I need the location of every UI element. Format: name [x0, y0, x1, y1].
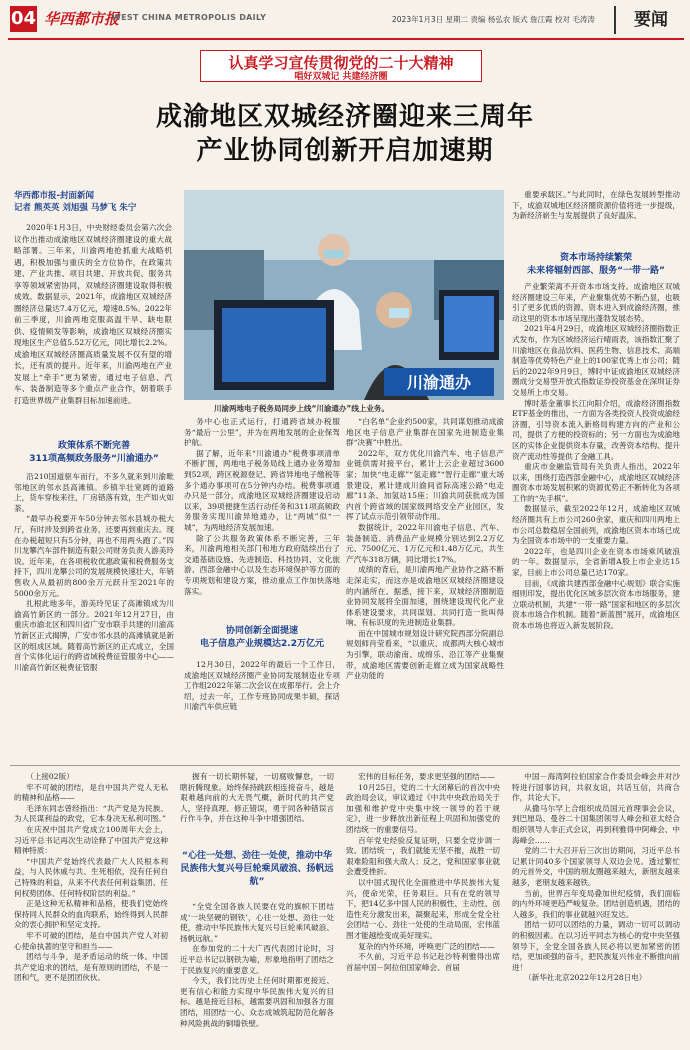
- paragraph: 沿210国道驱车而行，不多久就来到川渝毗邻地区的邻水县高滩镇。乡镇半壮宽阔的道路上，货车穿梭来往，厂房错落有致，生产如火如荼。: [14, 472, 174, 513]
- news-photo: [184, 190, 504, 400]
- bottom-column-1: [14, 772, 168, 1040]
- paragraph: 除了公共服务政策体系不断完善，三年来，川渝两地相关部门和地方政府陆续出台了交通基础设施、先进制造、科技协同、文化旅游、西部金融中心以及生态环境保护等方面的专项规划和建设方案，推动重点工作加快落地落实。: [184, 533, 340, 596]
- paragraph: 正是这种无私精神和品格，使我们党始终保持同人民群众的血肉联系，始终得到人民群众的衷心拥护和坚定支持。: [14, 899, 168, 930]
- paragraph: 复杂的内外环境，呼唤更广泛的团结——: [358, 941, 495, 951]
- bottom-column-2-body: [180, 902, 334, 1040]
- subheading-capital-market: 资本市场持续繁荣 未来将辐射西部、服务“一带一路”: [527, 253, 665, 276]
- page-header: [0, 0, 690, 40]
- paragraph: 中国－海湾阿拉伯国家合作委员会峰会并对沙特进行国事访问，共叙友谊，共话互信，共商合作，共论大下。: [512, 772, 680, 803]
- bottom-column-3: [346, 772, 500, 1040]
- paragraph: 2022年，也是四川企业在资本市场乘风破浪的一年。数据显示，全省新增A股上市企业达15家，目前上市公司总量已达170家。: [512, 546, 680, 578]
- paragraph: “中国共产党始终代表最广大人民根本利益，与人民休戚与共、生死相依，没有任何自己特殊的利益，从来不代表任何利益集团、任何权势团体、任何特权阶层的利益。”: [14, 856, 168, 898]
- paragraph: 扎根此地多年，游美玲见证了高滩镇成为川渝高竹新区的一部分。2021年12月27日，由重庆市渝北区和四川省广安市联手共建的川渝高竹新区正式揭牌，广安市邻水县的高滩镇就是新区的组成区域。随着高竹新区的正式成立，全国首个实体化运行的跨省域税费征管服务中心——川渝高竹新区税费征管服: [14, 599, 174, 672]
- paragraph: 2021年4月29日，成渝地区双城经济圈指数正式发布，作为区域经济运行晴雨表，该指数汇聚了川渝地区在食品饮料、医药生物、信息技术、高端制造等优势特色产业上的100家优秀上市公司；随后的2022年9月9日，博时中证成渝地区双城经济圈成分交易型开放式指数证券投资基金在深圳证券交易所上市交易。: [512, 324, 680, 397]
- paragraph: 不久前，习近平总书记赴沙特利雅得出席首届中国－阿拉伯国家峰会、首届: [346, 952, 500, 972]
- bottom-column-2-top: [180, 772, 334, 848]
- paragraph: 重庆市金融监管局有关负责人指出，2022年以来，围绕打造西部金融中心，成渝地区双城经济圈资本市场发展积累的资源优势正不断转化为各项工作的“先手棋”。: [512, 462, 680, 503]
- photo-sign-text: 川渝通办: [406, 373, 472, 392]
- newspaper-english-name: WEST CHINA METROPOLIS DAILY: [112, 13, 267, 22]
- paragraph: 团结与斗争，是矛盾运动的统一体。中国共产党追求的团结，是有原则的团结，不是一团和气，更不是团团伙伙。: [14, 952, 168, 983]
- section-tag: 要闻: [614, 6, 686, 34]
- article-column-4: [512, 282, 680, 757]
- paragraph: 牢不可破的团结，是自中国共产党人无私的精神和品格——: [14, 782, 168, 803]
- newspaper-logo: 华西都市报: [44, 10, 120, 28]
- banner-subtitle: 唱好双城记 共建经济圈: [294, 72, 388, 82]
- lead-text: 2020年1月3日，中央财经委员会第六次会议作出推动成渝地区双城经济圈建设的重大战略部署。三年来，川渝两地抢抓重大战略机遇，积极加强与重庆的全方位协作，在政策共建、产业共推、项目共建、开放共促、服务共享等领域紧密协同，双城经济圈建设取得积极成效。数据显示，2021年，成渝地区双城经济圈经济总量达7.4万亿元，增速8.5%。2022年前三季度，川渝两地克服高温干旱、缺电限供、疫情频发等影响，成渝地区双城经济圈实现地区生产总值5.52万亿元，同比增长2.2%。成渝地区双城经济圈高质量发展不仅有望的增长，还有质的提升。近年来，川渝两地在产业发展上“牵手”更为紧密，通过电子信息、汽车、装备制造等多个重点产业合作，朝着联手打造世界级产业集群目标加速前进。: [14, 223, 172, 405]
- theme-banner: [200, 50, 482, 82]
- headline-line-1: 成渝地区双城经济圈迎来三周年: [155, 102, 534, 132]
- headline-line-2: 产业协同创新开启加速期: [196, 136, 494, 166]
- paragraph: 握有一切长期怀疑，一切腐败懈怠，一切瞎折腾现象。始终保持跳跃相连接奋斗，越是艰难越向前的大无畏气概，新时代的共产党人，坚持真理、修正错误，勇于同各种错误言行作斗争，并在这种斗争中增强团结。: [180, 772, 334, 824]
- paragraph: 目前，《成渝共建西部金融中心规划》联合实施细则印发，提出优化区域多层次资本市场服务，建立联动机制，共建“一带一路”国家和地区的多层次资本市场合作机制。随着“新蓝图”展开，成渝地区资本市场也将迈入新发展阶段。: [512, 578, 680, 630]
- paragraph: 在庆祝中国共产党成立100周年大会上，习近平总书记再次生动诠释了中国共产党这种精神特质：: [14, 824, 168, 856]
- paragraph: 宏伟的目标任务，要求更坚强的团结——: [358, 772, 495, 781]
- paragraph: 12月30日，2022年的最后一个工作日，成渝地区双城经济圈产业协同发展制造业专项工作组2022年第二次会议在成都举行。会上介绍，过去一年，工作专班协同成果丰硕，探话川渝汽车供应链: [184, 660, 340, 712]
- byline-reporters: 记者 熊英英 刘旭强 马梦飞 朱宁: [14, 203, 137, 213]
- paragraph: 以中国式现代化全面推进中华民族伟大复兴，使命光荣，任务艰巨。只有在党的领导下，把14亿多中国人民的积极性、主动性、创造性充分激发出来，凝聚起来，形成全党全社会团结一心、劲往一处使的生动局面，宏伟蓝图才能越绘变成美好现实。: [346, 877, 500, 940]
- paragraph: 据了解，近年来“川渝通办”税费事项清单不断扩围，两地电子税务局线上通办业务增加到52项，跨区税源登记、跨省异地电子缴税等多个通办事项可在5分钟内办结。税费事项通办只是一部分，成渝地区双城经济圈建设启动以来，39项便捷生活行动任务和311项高频政务服务实现川渝异地通办，让“两城”似“一城”，为两地经济发展加速。: [184, 448, 340, 532]
- subheading-innovation: 协同创新全面提速 电子信息产业规模达2.2万亿元: [200, 626, 324, 649]
- paragraph: 今天，我们比历史上任何时期都更接近、更有信心和能力实现中华民族伟大复兴的目标。越是接近目标，越需要巩固和加强各方面团结，用团结一心、众志成城筑起防范化解各种风险挑战的铜墙铁壁。: [180, 976, 334, 1028]
- paragraph: 党的二十大召开后三次出访期间，习近平总书记累计同40多个国家领导人双边会见。透过繁忙的元首外交，中国的朋友圈越来越大，新朋友越来越多，老朋友越来越铁。: [512, 846, 680, 887]
- paragraph: 成绩的背后，是川渝两地产业协作之路不断走深走实，而这亦是成渝地区双城经济圈建设的内涵所在。据悉，接下来，双城经济圈制造业协同发展将全面加速，围绕建设现代化产业体系建设要求，共同谋划、共同打造一批叫得响、有标识度的先进制造业集群。: [346, 565, 504, 628]
- paragraph: （新华社北京2022年12月28日电）: [524, 973, 647, 983]
- paragraph: 当前，世界百年变局叠加世纪疫情，我们面临的内外环境更趋严峻复杂。团结创造机遇，团结的人越多，我们的事业就越兴旺发达。: [512, 888, 680, 919]
- paragraph: 10月25日，党的二十大闭幕后的首次中央政治局会议，审议通过《中共中央政治局关于加强和维护党中央集中统一领导的若干规定》，进一步释放出新征程上巩固和加强党的团结统一的重要信号。: [346, 782, 500, 834]
- paragraph: “最早办税要开车50分钟去邻水县城办税大厅，有时涉及到跨省业务，还要再到重庆去。现在办税超短只有5分钟，再也不用两头跑了。”四川龙攀汽车部件制造有限公司财务负责人游美玲说。近年来，在各项税收优惠政策和税费服务支持下，四川龙攀公司的发展规模快速壮大，年销售收入从最初的800余万元跃升至2021年的5000余万元。: [14, 514, 174, 598]
- paragraph: 数据统计，2022年川渝电子信息、汽车、装备制造、消费品产业规模分别达到2.2万亿元、7500亿元、1万亿元和1.48万亿元，共生产汽车318万辆，同比增长17%。: [346, 522, 504, 564]
- paragraph: 产业繁荣离不开资本市场支持。成渝地区双城经济圈建设三年来，产业聚集优势不断凸显，也吸引了更多优质的资源、资本进入到成渝经济圈，推动这里的资本市场呈现出蓬勃发展态势。: [512, 282, 680, 323]
- lead-paragraph: [14, 222, 172, 430]
- subheading-unity: “心往一处想、劲往一处使，推动中华民族伟大复兴号巨轮乘风破浪、扬帆远航”: [180, 851, 334, 887]
- article-column-1: [14, 472, 174, 757]
- article-column-2: [184, 417, 340, 617]
- paragraph: 而在中国城市规划设计研究院西部分院副总规划师肖莹看来，“以重庆、成都两大核心城市为引擎，联动渝南、成绵乐、沿江等产业集聚带，成渝地区需要创新走廊立成为国家战略性产业功能的: [346, 628, 504, 681]
- paragraph: 数据显示，截至2022年12月，成渝地区双城经济圈共有上市公司260余家，重庆和四川两地上市公司总数稳居全国前列，成渝地区资本市场已成为全国资本市场中的一支重要力量。: [512, 504, 680, 546]
- photo-caption: 川渝两地电子税务局同步上线“川渝通办”线上业务。: [214, 404, 389, 413]
- article-column-4-top: [512, 190, 680, 248]
- paragraph: 2022年，双方优化川渝汽车、电子信息产业链供需对接平台，累计上云企业超过3600家；加快“电走廊”“氢走廊”“智行走廊”重大场景建设，累计建成川渝间省际高速公路“电走廊”11条、加氢站15座；川渝共同获批成为国内首个跨省域的国家级网络安全产业园区，发挥了试点示范引领带动作用。: [346, 448, 504, 522]
- paragraph: 务中心也正式运行，打通跨省域办税服务“最后一公里”，并为在两地发展的企业保驾护航。: [184, 417, 340, 448]
- paragraph: 牢不可破的团结，是自中国共产党人对初心使命执著的坚守和担当——: [14, 930, 168, 951]
- bottom-column-4: [512, 772, 680, 1040]
- paragraph: 毛泽东同志曾经指出：“共产党是为民族、为人民谋利益的政党，它本身决无私利可图。”: [14, 803, 168, 824]
- paragraph: 团结一切可以团结的力量，调动一切可以调动的积极因素。在以习近平同志为核心的党中央坚强领导下，全党全国各族人民必将以更加紧密的团结，更加顽强的奋斗，把民族复兴伟业不断推向前进！: [512, 920, 680, 972]
- date-editor-line: 2023年1月3日 星期二 责编 杨弘农 版式 詹江霞 校对 毛涛涛: [392, 15, 595, 24]
- page-number: 04: [10, 6, 37, 32]
- tax-office-scene: [184, 190, 504, 400]
- banner-title: 认真学习宣传贯彻党的二十大精神: [228, 54, 454, 72]
- paragraph: 博时基金董事长江向阳介绍，成渝经济圈指数ETF基金的推出，一方面为各类投资人投资成渝经济圈，引导资本流入新格局构建方向的产业和公司，提供了方便的投资标的；另一方面也为成渝地区的实体企业提供资本存量，改善资本结构、提升资产流动性等提供了金融工具。: [512, 398, 680, 461]
- header-rule: [8, 38, 684, 40]
- subheading-policy: 政策体系不断完善 311项高频政务服务“川渝通办”: [29, 441, 159, 464]
- paragraph: 从撒马尔罕上合组织成员国元首理事会会议，到巴厘岛、曼谷二十国集团领导人峰会和亚太经合组织领导人非正式会议，再到利雅得中阿峰会、中海峰会……: [512, 803, 680, 845]
- paragraph: “白名单”企业约500家，共同谋划推动成渝地区电子信息产业集群在国家先进制造业集群“决赛”中胜出。: [346, 417, 504, 448]
- paragraph: 在参加党的二十大广西代表团讨论时，习近平总书记以钢铁为喻，形象地指明了团结之于民族复兴的重要意义。: [180, 944, 334, 975]
- byline-agency: 华西都市报-封面新闻: [14, 191, 95, 201]
- article-column-2b: [184, 660, 340, 757]
- paragraph: （上接02版）: [26, 772, 74, 781]
- paragraph: 重要承载区。”与此同时，在绿色发展转型推动下，成渝双城地区经济圈资源价值将进一步提级，为新经济崭生与发展提供了良好温床。: [512, 190, 680, 221]
- article-column-3: [346, 417, 504, 757]
- byline: [14, 190, 174, 214]
- section-divider: [10, 765, 680, 766]
- paragraph: 百年党史经验反复证明，只要全党步调一致、团结统一，我们就能无坚不摧，战胜一切艰难险阻和强大敌人；反之，党和国家事业就会遭受挫折。: [346, 835, 500, 877]
- paragraph: “全党全国各族人民要在党的旗帜下团结成‘一块坚硬的钢铁’，心往一处想、劲往一处使，推动中华民族伟大复兴号巨轮乘风破浪、扬帆远航。”: [180, 902, 334, 943]
